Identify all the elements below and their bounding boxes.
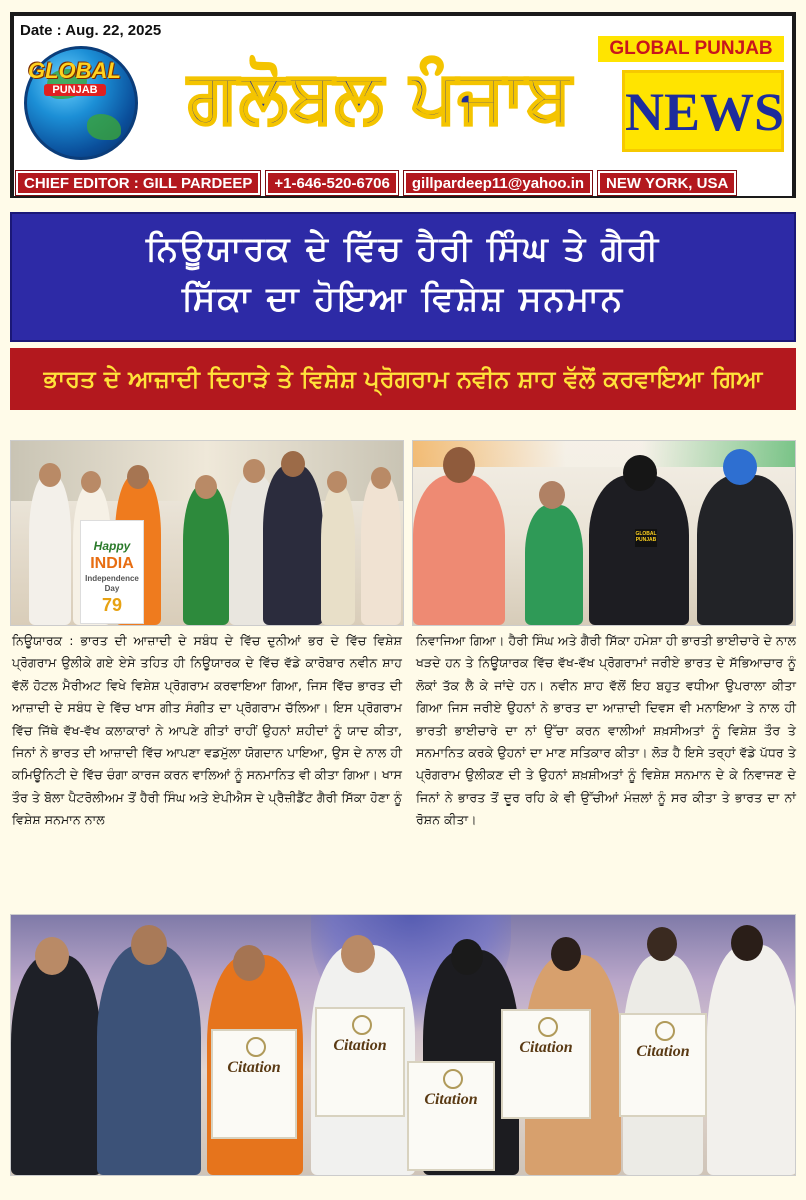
contact-bar bbox=[14, 170, 792, 196]
logo-text-punjab: PUNJAB bbox=[44, 84, 106, 96]
interview-photo bbox=[412, 440, 796, 626]
citation-certificate: Citation bbox=[315, 1007, 405, 1117]
location: NEW YORK, USA bbox=[598, 171, 736, 195]
headline-line-2: ਸਿੱਕਾ ਦਾ ਹੋਇਆ ਵਿਸ਼ੇਸ਼ ਸਨਮਾਨ bbox=[181, 279, 625, 319]
phone-number: +1-646-520-6706 bbox=[266, 171, 398, 195]
sign-happy: Happy bbox=[93, 539, 131, 553]
honorees-group-photo bbox=[10, 914, 796, 1176]
issue-date: Date : Aug. 22, 2025 bbox=[20, 22, 162, 39]
headline-line-1: ਨਿਊਯਾਰਕ ਦੇ ਵਿੱਚ ਹੈਰੀ ਸਿੰਘ ਤੇ ਗੈਰੀ bbox=[145, 229, 661, 269]
brand-badge: GLOBAL PUNJAB bbox=[598, 36, 784, 62]
logo-text-global: GLOBAL bbox=[28, 58, 121, 83]
event-stage-photo bbox=[10, 440, 404, 626]
article-column-left: ਨਿਊਯਾਰਕ : ਭਾਰਤ ਦੀ ਆਜ਼ਾਦੀ ਦੇ ਸਬੰਧ ਦੇ ਵਿੱਚ ਦੁਨੀਆਂ ਭਰ ਦੇ ਵਿੱਚ ਵਿਸ਼ੇਸ਼ ਪ੍ਰੋਗਰਾਮ ਉਲੀਕੇ ਗਏ ਏਸੇ ਤਹਿਤ ਹੀ ਨਿਊਯਾਰਕ ਦੇ ਵਿੱਚ ਵੱਡੇ ਕਾਰੋਬਾਰ ਨਵੀਨ ਸ਼ਾਹ ਵੱਲੋਂ ਹੋਟਲ ਮੈਰੀਅਟ ਵਿਖੇ ਵਿਸ਼ੇਸ਼ ਪ੍ਰੋਗਰਾਮ ਕਰਵਾਇਆ ਗਿਆ, ਜਿਸ ਵਿੱਚ ਭਾਰਤ ਦੀ ਆਜ਼ਾਦੀ ਦੇ ਸਬੰਧ ਦੇ ਵਿੱਚ ਖਾਸ ਗੀਤ ਸੰਗੀਤ ਦਾ ਪ੍ਰੋਗਰਾਮ ਚੱਲਿਆ। ਇਸ ਪ੍ਰੋਗਰਾਮ ਵਿੱਚ ਜਿੱਥੇ ਵੱਖ-ਵੱਖ ਕਲਾਕਾਰਾਂ ਨੇ ਆਪਣੇ ਗੀਤਾਂ ਰਾਹੀਂ ਉਹਨਾਂ ਸ਼ਹੀਦਾਂ ਨੂੰ ਯਾਦ ਕੀਤਾ, ਜਿਨਾਂ ਨੇ ਭਾਰਤ ਦੀ ਆਜ਼ਾਦੀ ਵਿੱਚ ਆਪਣਾ ਵਡਮੁੱਲਾ ਯੋਗਦਾਨ ਪਾਇਆ, ਉਸ ਦੇ ਨਾਲ ਹੀ ਕਮਿਊਨਿਟੀ ਦੇ ਵਿੱਚ ਚੰਗਾ ਕਾਰਜ ਕਰਨ ਵਾਲਿਆਂ ਨੂੰ ਸਨਮਾਨਿਤ ਵੀ ਕੀਤਾ ਗਿਆ। ਖਾਸ ਤੌਰ ਤੇ ਬੋਲਾ ਪੈਟਰੋਲੀਅਮ ਤੋਂ ਹੈਰੀ ਸਿੰਘ ਅਤੇ ਏਪੀਐਸ ਦੇ ਪ੍ਰੈਜ਼ੀਡੈਂਟ ਗੈਰੀ ਸਿੱਕਾ ਹੋਣਾ ਨੂੰ ਵਿਸ਼ੇਸ਼ ਸਨਮਾਨ ਨਾਲ bbox=[12, 633, 402, 828]
subheadline: ਭਾਰਤ ਦੇ ਆਜ਼ਾਦੀ ਦਿਹਾੜੇ ਤੇ ਵਿਸ਼ੇਸ਼ ਪ੍ਰੋਗਰਾਮ ਨਵੀਨ ਸ਼ਾਹ ਵੱਲੋਂ ਕਰਵਾਇਆ ਗਿਆ bbox=[10, 348, 796, 410]
citation-certificate: Citation bbox=[407, 1061, 495, 1171]
citation-certificate: Citation bbox=[619, 1013, 707, 1117]
sign-india: INDIA bbox=[90, 555, 134, 572]
news-badge: NEWS bbox=[622, 70, 784, 152]
chief-editor: CHIEF EDITOR : GILL PARDEEP bbox=[16, 171, 260, 195]
citation-certificate: Citation bbox=[211, 1029, 297, 1139]
headline bbox=[10, 212, 796, 342]
newspaper-title: ਗਲੋਬਲ ਪੰਜਾਬ bbox=[187, 54, 573, 138]
article-column-right: ਨਿਵਾਜਿਆ ਗਿਆ। ਹੈਰੀ ਸਿੰਘ ਅਤੇ ਗੈਰੀ ਸਿੱਕਾ ਹਮੇਸ਼ਾ ਹੀ ਭਾਰਤੀ ਭਾਈਚਾਰੇ ਦੇ ਨਾਲ ਖੜਦੇ ਹਨ ਤੇ ਨਿਊਯਾਰਕ ਵਿੱਚ ਵੱਖ-ਵੱਖ ਪ੍ਰੋਗਰਾਮਾਂ ਜਰੀਏ ਭਾਰਤ ਦੇ ਸੱਭਿਆਚਾਰ ਨੂੰ ਲੋਕਾਂ ਤੱਕ ਲੈ ਕੇ ਜਾਂਦੇ ਹਨ। ਨਵੀਨ ਸ਼ਾਹ ਵੱਲੋਂ ਇਹ ਬਹੁਤ ਵਧੀਆ ਉਪਰਾਲਾ ਕੀਤਾ ਗਿਆ ਜਿਸ ਜਰੀਏ ਉਹਨਾਂ ਨੇ ਭਾਰਤ ਦਾ ਆਜ਼ਾਦੀ ਦਿਵਸ ਵੀ ਮਨਾਇਆ ਤੇ ਨਾਲ ਹੀ ਭਾਰਤੀ ਭਾਈਚਾਰੇ ਦਾ ਨਾਂ ਉੱਚਾ ਕਰਨ ਵਾਲੀਆਂ ਸ਼ਖ਼ਸੀਅਤਾਂ ਨੂੰ ਵਿਸ਼ੇਸ਼ ਤੌਰ ਤੇ ਸਨਮਾਨਿਤ ਕਰਕੇ ਉਹਨਾਂ ਦਾ ਮਾਣ ਸਤਿਕਾਰ ਕੀਤਾ। ਲੋੜ ਹੈ ਇਸੇ ਤਰ੍ਹਾਂ ਵੱਡੇ ਪੱਧਰ ਤੇ ਪ੍ਰੋਗਰਾਮ ਉਲੀਕਣ ਦੀ ਤੇ ਉਹਨਾਂ ਸ਼ਖ਼ਸ਼ੀਅਤਾਂ ਨੂੰ ਵਿਸ਼ੇਸ਼ ਸਨਮਾਨ ਦੇ ਕੇ ਨਿਵਾਜਣ ਦੇ ਜਿਨਾਂ ਨੇ ਭਾਰਤ ਤੋਂ ਦੂਰ ਰਹਿ ਕੇ ਵੀ ਉੱਚੀਆਂ ਮੰਜ਼ਲਾਂ ਨੂੰ ਸਰ ਕੀਤਾ ਤੇ ਭਾਰਤ ਦਾ ਨਾਂ ਰੋਸ਼ਨ ਕੀਤਾ। bbox=[416, 633, 796, 828]
microphone-flag: GLOBAL PUNJAB bbox=[635, 529, 657, 547]
email-address: gillpardeep11@yahoo.in bbox=[404, 171, 592, 195]
sign-number: 79 bbox=[101, 595, 123, 615]
masthead bbox=[10, 12, 796, 198]
citation-certificate: Citation bbox=[501, 1009, 591, 1119]
sign-independence-day: Independence Day bbox=[85, 574, 139, 593]
podium-sign bbox=[80, 520, 144, 624]
